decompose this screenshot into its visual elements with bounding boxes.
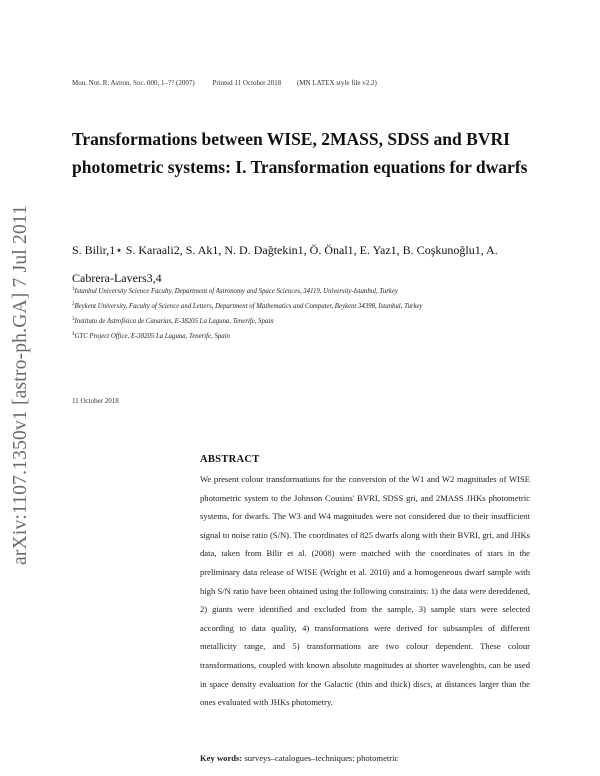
running-header — [72, 79, 377, 87]
keywords — [200, 753, 398, 763]
journal-citation: Mon. Not. R. Astron. Soc. 000, 1–?? (2007) — [72, 79, 195, 87]
author-list: S. Bilir,1⋆ S. Karaali2, S. Ak1, N. D. Dağtekin1, Ö. Önal1, E. Yaz1, B. Coşkunoğlu1, A. Cabrera-Lavers3,4 — [72, 243, 498, 285]
abstract-heading: ABSTRACT — [200, 454, 260, 465]
affiliations — [72, 287, 572, 347]
affiliation-2: $^2$Beykent University, Faculty of Science and Letters, Department of Mathematics and Computer, Beykent 34398, Istanbul, Turkey — [72, 302, 423, 310]
arxiv-id: arXiv:1107.1350v1 [astro-ph.GA] 7 Jul 2011 — [10, 204, 31, 565]
affiliation-4: $^4$GTC Project Office, E-38205 La Laguna, Tenerife, Spain — [72, 332, 230, 340]
style-file: (MN LATEX style file v2.2) — [296, 79, 377, 87]
affiliation-1: $^1$Istanbul University Science Faculty, Department of Astronomy and Space Sciences, 34119, University-Istanbul, Turkey — [72, 287, 398, 295]
keywords-label: Key words: — [200, 753, 243, 763]
affiliation-3: $^3$Instituto de Astrofísica de Canarias, E-38205 La Laguna, Tenerife, Spain — [72, 317, 274, 325]
keywords-text: surveys–catalogues–techniques: photometric — [244, 753, 399, 763]
document-date: 11 October 2018 — [72, 397, 119, 405]
abstract-body: We present colour transformations for the conversion of the W1 and W2 magnitudes of WISE photometric system to the Johnson Cousins' BVRI, SDSS gri, and 2MASS JHKs photometric systems, for dwarfs. The W3 and W4 magnitudes were not considered due to their insufficient signal to noise ratio (S/N). The coordinates of 825 dwarfs along with their BVRI, gri, and JHKs data, taken from Bilir et al. (2008) were matched with the coordinates of stars in the preliminary data release of WISE (Wright et al. 2010) and a homogeneous dwarf sample with high S/N ratio have been obtained using the following constraints: 1) the data were dereddened, 2) giants were identified and excluded from the sample, 3) sample stars were selected according to data quality, 4) transformations were derived for subsamples of different metallicity range, and 5) transformations are two colour dependent. These colour transformations, coupled with known absolute magnitudes at shorter wavelenghts, can be used in space density evaluation for the Galactic (thin and thick) discs, at distances larger than the ones evaluated with JHKs photometry. — [200, 474, 530, 708]
paper-title: Transformations between WISE, 2MASS, SDSS and BVRI photometric systems: I. Transformation equations for dwarfs — [72, 129, 528, 177]
arxiv-stamp — [10, 175, 50, 565]
print-date: Printed 11 October 2018 — [212, 79, 282, 87]
